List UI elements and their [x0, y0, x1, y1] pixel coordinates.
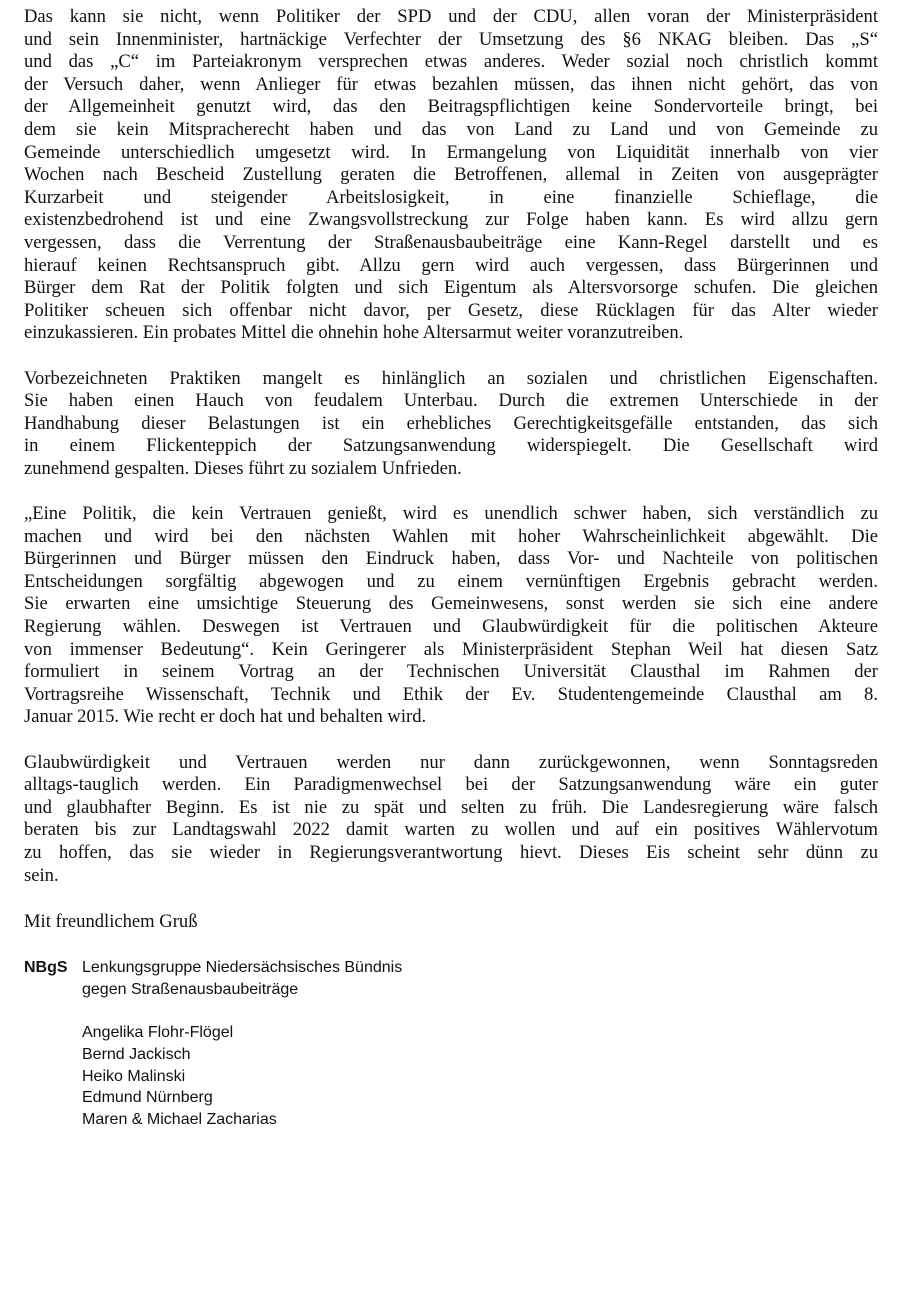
signatory-name: Heiko Malinski — [82, 1067, 186, 1085]
paragraph-spacer — [24, 887, 878, 910]
text-line: und glaubhafter Beginn. Es ist nie zu spät und selten zu früh. Die Landesregierung wäre falsch — [24, 796, 878, 818]
text-line: Das kann sie nicht, wenn Politiker der SPD und der CDU, allen voran der Ministerpräsident — [24, 6, 878, 27]
text-line: vergessen, dass die Verrentung der Straßenausbaubeiträge eine Kann-Regel darstellt und es — [24, 231, 878, 253]
text-line: und das „C“ im Parteiakronym versprechen etwas anderes. Weder sozial noch christlich kommt — [24, 51, 878, 73]
organization-name-line-2: gegen Straßenausbaubeiträge — [82, 980, 299, 998]
signatory-name: Maren & Michael Zacharias — [82, 1111, 277, 1129]
text-line: Vortragsreihe Wissenschaft, Technik und Ethik der Ev. Studentengemeinde Clausthal am 8. — [24, 683, 878, 705]
paragraph-spacer — [24, 345, 878, 368]
paragraph-1 — [24, 6, 878, 345]
text-line: zunehmend gespalten. Dieses führt zu sozialem Unfrieden. — [24, 457, 462, 479]
text-line: einzukassieren. Ein probates Mittel die ohnehin hohe Altersarmut weiter voranzutreiben. — [24, 322, 684, 344]
text-line: beraten bis zur Landtagswahl 2022 damit warten zu wollen und auf ein positives Wählervotum — [24, 819, 878, 841]
organization-name-line-1: Lenkungsgruppe Niedersächsisches Bündnis — [82, 959, 403, 977]
paragraph-3-quote — [24, 503, 878, 729]
signatory-name: Bernd Jackisch — [82, 1046, 191, 1064]
text-line: dem sie kein Mitspracherecht haben und das von Land zu Land und von Gemeinde zu — [24, 118, 878, 140]
text-line: Gemeinde unterschiedlich umgesetzt wird. In Ermangelung von Liquidität innerhalb von vier — [24, 141, 878, 163]
text-line: in einem Flickenteppich der Satzungsanwendung widerspiegelt. Die Gesellschaft wird — [24, 435, 878, 457]
signatory-list — [24, 1022, 878, 1131]
text-line: „Eine Politik, die kein Vertrauen genießt, wird es unendlich schwer haben, sich verständlich zu — [24, 503, 878, 525]
text-line: Sie erwarten eine umsichtige Steuerung des Gemeinwesens, sonst werden sie sich eine andere — [24, 593, 878, 615]
text-line: Glaubwürdigkeit und Vertrauen werden nur dann zurückgewonnen, wenn Sonntagsreden — [24, 751, 878, 773]
text-line: Sie haben einen Hauch von feudalem Unterbau. Durch die extremen Unterschiede in der — [24, 390, 878, 412]
text-line: formuliert in seinem Vortrag an der Technischen Universität Clausthal im Rahmen der — [24, 661, 878, 683]
signature-block — [24, 957, 878, 1000]
text-line: Politiker scheuen sich offenbar nicht davor, per Gesetz, diese Rücklagen für das Alter wieder — [24, 299, 878, 321]
signatory-name: Angelika Flohr-Flögel — [82, 1024, 234, 1042]
closing-greeting: Mit freundlichem Gruß — [24, 910, 198, 932]
text-line: Regierung wählen. Deswegen ist Vertrauen und Glaubwürdigkeit für die politischen Akteure — [24, 616, 878, 638]
organization-abbreviation: NBgS — [24, 959, 68, 977]
paragraph-2 — [24, 368, 878, 481]
text-line: existenzbedrohend ist und eine Zwangsvollstreckung zur Folge haben kann. Es wird allzu gern — [24, 209, 878, 231]
text-line: Vorbezeichneten Praktiken mangelt es hinlänglich an sozialen und christlichen Eigenschaften. — [24, 367, 878, 389]
paragraph-spacer — [24, 729, 878, 752]
text-line: von immenser Bedeutung“. Kein Geringerer als Ministerpräsident Stephan Weil hat diesen Satz — [24, 638, 878, 660]
text-line: und sein Innenminister, hartnäckige Verfechter der Umsetzung des §6 NKAG bleiben. Das „S“ — [24, 28, 878, 50]
text-line: Wochen nach Bescheid Zustellung geraten die Betroffenen, allemal in Zeiten von ausgeprägter — [24, 164, 878, 186]
text-line: Kurzarbeit und steigender Arbeitslosigkeit, in eine finanzielle Schieflage, die — [24, 186, 878, 208]
text-line: Bürgerinnen und Bürger müssen den Eindruck haben, dass Vor- und Nachteile von politischen — [24, 548, 878, 570]
text-line: hierauf keinen Rechtsanspruch gibt. Allzu gern wird auch vergessen, dass Bürgerinnen und — [24, 254, 878, 276]
organization-row — [24, 957, 878, 979]
letter-page — [24, 6, 878, 1131]
text-line: alltags-tauglich werden. Ein Paradigmenwechsel bei der Satzungsanwendung wäre ein guter — [24, 774, 878, 796]
paragraph-4 — [24, 752, 878, 888]
text-line: zu hoffen, das sie wieder in Regierungsverantwortung hievt. Dieses Eis scheint sehr dünn zu — [24, 841, 878, 863]
signatory-name: Edmund Nürnberg — [82, 1089, 213, 1107]
paragraph-spacer — [24, 480, 878, 503]
text-line: Bürger dem Rat der Politik folgten und sich Eigentum als Altersvorsorge schufen. Die gleichen — [24, 277, 878, 299]
text-line: Handhabung dieser Belastungen ist ein erhebliches Gerechtigkeitsgefälle entstanden, das sich — [24, 412, 878, 434]
text-line: machen und wird bei den nächsten Wahlen mit hoher Wahrscheinlichkeit abgewählt. Die — [24, 525, 878, 547]
text-line: Januar 2015. Wie recht er doch hat und behalten wird. — [24, 706, 427, 728]
text-line: Entscheidungen sorgfältig abgewogen und zu einem vernünftigen Ergebnis gebracht werden. — [24, 570, 878, 592]
text-line: der Versuch daher, wenn Anlieger für etwas bezahlen müssen, das ihnen nicht gehört, das von — [24, 73, 878, 95]
text-line: der Allgemeinheit genutzt wird, das den Beitragspflichtigen keine Sondervorteile bringt, bei — [24, 96, 878, 118]
text-line: sein. — [24, 864, 59, 886]
